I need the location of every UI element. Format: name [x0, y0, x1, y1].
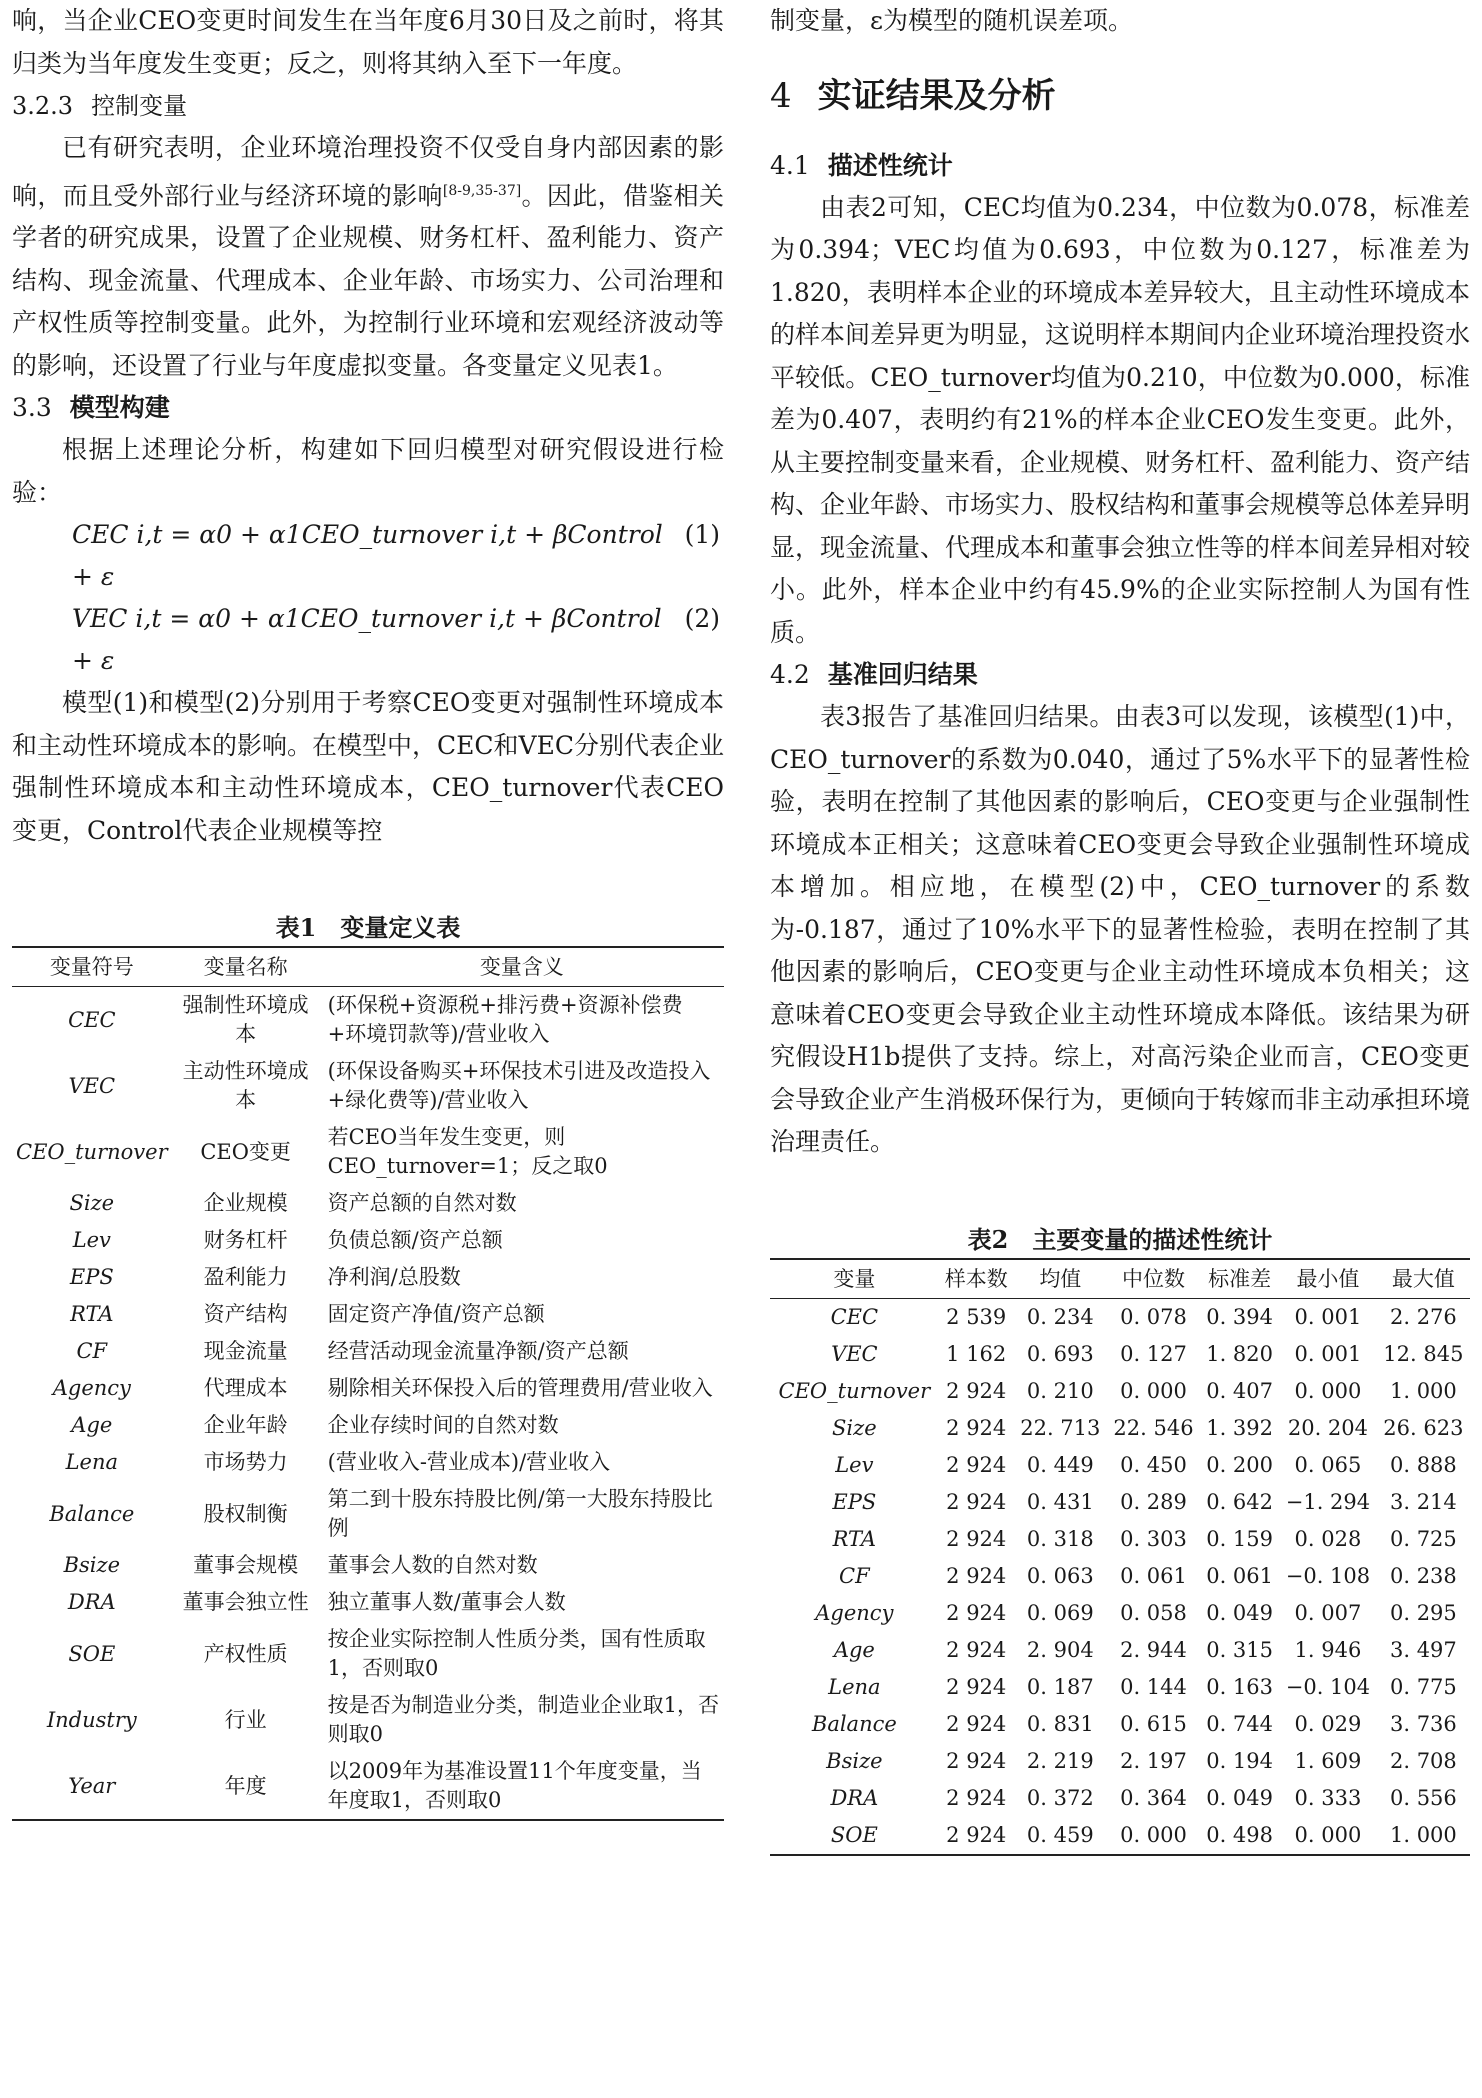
- table1-row: [12, 1185, 724, 1222]
- table1-row: [12, 1119, 724, 1185]
- table2-cell: −0. 104: [1285, 1674, 1371, 1699]
- table1-cell: 按是否为制造业分类，制造业企业取1，否则取0: [327, 1693, 719, 1747]
- table2-cell: 0. 078: [1120, 1304, 1187, 1329]
- table2-cell: Age: [833, 1637, 875, 1662]
- table2-cell: Bsize: [826, 1748, 883, 1773]
- table2-cell: 2. 708: [1389, 1748, 1457, 1773]
- table1-cell: 代理成本: [203, 1376, 288, 1401]
- table2-cell: 2. 219: [1026, 1748, 1094, 1773]
- table2-cell: 0. 144: [1120, 1674, 1187, 1699]
- table2-cell: 1. 000: [1377, 1817, 1470, 1855]
- table2-cell: 2. 944: [1120, 1637, 1187, 1662]
- section-title: 实证结果及分析: [817, 75, 1056, 116]
- table1-cell: VEC: [68, 1073, 116, 1098]
- table1-cell: 主动性环境成本: [182, 1059, 309, 1113]
- section-number: 4.2: [770, 660, 810, 689]
- table1-cell: DRA: [67, 1590, 116, 1615]
- table2-header: 最小值: [1279, 1259, 1377, 1299]
- equation-text: CEC i,t = α0 + α1CEO_turnover i,t + βControl + ε: [72, 520, 663, 592]
- table1-cell: RTA: [70, 1302, 114, 1327]
- table1-cell: 固定资产净值/资产总额: [327, 1302, 545, 1327]
- table2-cell: 2. 197: [1120, 1748, 1187, 1773]
- table1-cell: 资产总额的自然对数: [327, 1191, 517, 1216]
- table1-row: [12, 1370, 724, 1407]
- table1-cell: Industry: [46, 1707, 137, 1732]
- table2-cell: 1 162: [946, 1341, 1007, 1366]
- table1-row: [12, 987, 724, 1054]
- table2-row: [770, 1743, 1470, 1780]
- table1-cell: EPS: [69, 1265, 114, 1290]
- table1-cell: 强制性环境成本: [182, 993, 309, 1047]
- table2-row: [770, 1484, 1470, 1521]
- table2-cell: 1. 392: [1206, 1415, 1273, 1440]
- table2-cell: 0. 069: [1026, 1600, 1094, 1625]
- table2-row: [770, 1410, 1470, 1447]
- table1-cell: (营业收入-营业成本)/营业收入: [327, 1450, 611, 1475]
- paragraph-text-tail: 。因此，借鉴相关学者的研究成果，设置了企业规模、财务杠杆、盈利能力、资产结构、现金流量、代理成本、企业年龄、市场实力、公司治理和产权性质等控制变量。此外，为控制行业环境和宏观经济波动等的影响，还设置了行业与年度虚拟变量。各变量定义见表1。: [12, 180, 724, 380]
- table2-cell: 0. 642: [1206, 1489, 1273, 1514]
- table2-header: 中位数: [1107, 1259, 1200, 1299]
- table2-cell: 2 924: [946, 1452, 1007, 1477]
- table2-cell: 0. 000: [1279, 1817, 1377, 1855]
- table2-cell: Agency: [815, 1600, 894, 1625]
- table1-cell: Lena: [65, 1450, 119, 1475]
- paragraph-control-variables: [12, 127, 724, 387]
- table2-cell: 0. 725: [1389, 1526, 1457, 1551]
- table1-cell: 企业存续时间的自然对数: [327, 1413, 559, 1438]
- section-3-3-heading: [12, 387, 724, 429]
- table2-cell: CEC: [830, 1304, 879, 1329]
- table1-cell: 董事会人数的自然对数: [327, 1553, 538, 1578]
- table2-cell: 0. 061: [1206, 1563, 1273, 1588]
- table1-cell: SOE: [68, 1641, 116, 1666]
- table1-caption: 表1 变量定义表: [275, 913, 461, 943]
- table1-row: [12, 1753, 724, 1820]
- table2-cell: 2. 276: [1389, 1304, 1457, 1329]
- table2-cell: CF: [839, 1563, 870, 1588]
- table2-cell: 2 924: [946, 1785, 1007, 1810]
- table2-cell: 0. 372: [1026, 1785, 1094, 1810]
- table2-cell: −0. 108: [1285, 1563, 1371, 1588]
- table1-body: [12, 987, 724, 1821]
- table2-cell: 2 924: [946, 1674, 1007, 1699]
- table2-row: [770, 1669, 1470, 1706]
- table1-cell: 股权制衡: [203, 1501, 288, 1526]
- paragraph-text: 已有研究表明，企业环境治理投资不仅受自身内部因素的影响，而且受外部行业与经济环境的影响: [12, 133, 724, 210]
- table1-row: [12, 1481, 724, 1547]
- section-number: 3.3: [12, 393, 52, 423]
- table2-cell: 12. 845: [1383, 1341, 1464, 1366]
- equation-text: VEC i,t = α0 + α1CEO_turnover i,t + βControl + ε: [72, 604, 662, 676]
- table2-cell: 0. 364: [1120, 1785, 1187, 1810]
- table1-cell: 行业: [224, 1707, 267, 1732]
- table1-cell: Balance: [49, 1501, 135, 1526]
- table1-header-row: [12, 947, 724, 987]
- table2-cell: VEC: [831, 1341, 878, 1366]
- table2-cell: 0. 001: [1294, 1341, 1362, 1366]
- table2-row: [770, 1447, 1470, 1484]
- table2-cell: 0. 303: [1120, 1526, 1187, 1551]
- table2-cell: 2 924: [946, 1526, 1007, 1551]
- section-4-heading: [770, 71, 1470, 121]
- table2-cell: 3. 497: [1389, 1637, 1457, 1662]
- section-title: 模型构建: [69, 393, 170, 423]
- table1-cell: 负债总额/资产总额: [327, 1228, 503, 1253]
- section-title: 控制变量: [91, 92, 188, 120]
- table1-row: [12, 1444, 724, 1481]
- table1-cell: 经营活动现金流量净额/资产总额: [327, 1339, 629, 1364]
- table2-cell: 2 924: [946, 1748, 1007, 1773]
- paragraph-regression: 表3报告了基准回归结果。由表3可以发现，该模型(1)中，CEO_turnover的系数为0.040，通过了5%水平下的显著性检验，表明在控制了其他因素的影响后，CEO变更与企业强制性环境成本正相关；这意味着CEO变更会导致企业强制性环境成本增加。相应地，在模型(2)中，CEO_turnover的系数为-0.187，通过了10%水平下的显著性检验，表明在控制了其他因素的影响后，CEO变更与企业主动性环境成本负相关；这意味着CEO变更会导致企业主动性环境成本降低。该结果为研究假设H1b提供了支持。综上，对高污染企业而言，CEO变更会导致企业产生消极环保行为，更倾向于转嫁而非主动承担环境治理责任。: [770, 702, 1471, 1156]
- table2-header: 均值: [1014, 1259, 1107, 1299]
- table1-cell: 净利润/总股数: [327, 1265, 461, 1290]
- table2-cell: 3. 214: [1389, 1489, 1457, 1514]
- table2-header: 变量: [770, 1259, 939, 1299]
- table1-row: [12, 1259, 724, 1296]
- table2-cell: 0. 450: [1120, 1452, 1187, 1477]
- paragraph-model-intro: 根据上述理论分析，构建如下回归模型对研究假设进行检验：: [12, 435, 724, 507]
- table2-cell: 0. 000: [1294, 1378, 1362, 1403]
- section-4-1-heading: [770, 145, 1470, 187]
- table2-cell: 0. 210: [1026, 1378, 1094, 1403]
- table1-row: [12, 1053, 724, 1119]
- table2-row: [770, 1780, 1470, 1817]
- table1-cell: CEO_turnover: [16, 1139, 168, 1164]
- table2-cell: 0. 187: [1026, 1674, 1094, 1699]
- table1-cell: CEC: [68, 1007, 116, 1032]
- table2-cell: 3. 736: [1389, 1711, 1457, 1736]
- table2-cell: 0. 295: [1389, 1600, 1457, 1625]
- table1-row: [12, 1621, 724, 1687]
- table2-cell: DRA: [830, 1785, 879, 1810]
- table2-header-row: [770, 1259, 1470, 1299]
- table1-cell: 产权性质: [203, 1641, 288, 1666]
- table1-cell: 第二到十股东持股比例/第一大股东持股比例: [327, 1487, 713, 1541]
- table2-cell: 0. 498: [1200, 1817, 1279, 1855]
- table2-row: [770, 1336, 1470, 1373]
- table2-cell: 26. 623: [1383, 1415, 1464, 1440]
- equation-2: [12, 598, 724, 682]
- table1-row: [12, 1296, 724, 1333]
- table1-header: 变量名称: [172, 947, 320, 987]
- table1-cell: CEO变更: [200, 1139, 291, 1164]
- table2-cell: 0. 007: [1294, 1600, 1362, 1625]
- table2-row: [770, 1817, 1470, 1855]
- table1-cell: Year: [12, 1753, 172, 1820]
- section-title: 描述性统计: [827, 150, 953, 180]
- table1-cell: 资产结构: [203, 1302, 288, 1327]
- table2-cell: 2 924: [946, 1600, 1007, 1625]
- table1-row: [12, 1547, 724, 1584]
- table2-cell: 0. 318: [1026, 1526, 1094, 1551]
- table2-cell: 0. 163: [1206, 1674, 1273, 1699]
- table1-cell: Lev: [72, 1228, 111, 1253]
- table2-row: [770, 1558, 1470, 1595]
- table2-cell: 0. 333: [1294, 1785, 1362, 1810]
- table1-cell: Agency: [52, 1376, 131, 1401]
- table1-cell: 剔除相关环保投入后的管理费用/营业收入: [327, 1376, 713, 1401]
- table1-cell: Age: [71, 1413, 113, 1438]
- table1-cell: 企业年龄: [203, 1413, 288, 1438]
- table1-row: [12, 1407, 724, 1444]
- table2-row: [770, 1706, 1470, 1743]
- table2-cell: 0. 065: [1294, 1452, 1362, 1477]
- paragraph-descriptive: 由表2可知，CEC均值为0.234，中位数为0.078，标准差为0.394；VEC均值为0.693，中位数为0.127，标准差为1.820，表明样本企业的环境成本差异较大，且主动性环境成本的样本间差异更为明显，这说明样本期间内企业环境治理投资水平较低。CEO_turnover均值为0.210，中位数为0.000，标准差为0.407，表明约有21%的样本企业CEO发生变更。此外，从主要控制变量来看，企业规模、财务杠杆、盈利能力、资产结构、企业年龄、市场实力、股权结构和董事会规模等总体差异明显，现金流量、代理成本和董事会独立性等的样本间差异相对较小。此外，样本企业中约有45.9%的企业实际控制人为国有性质。: [770, 192, 1471, 647]
- table2-row: [770, 1632, 1470, 1669]
- section-4-2-heading: [770, 654, 1470, 696]
- table2-cell: 0. 001: [1294, 1304, 1362, 1329]
- table2-cell: 0. 615: [1120, 1711, 1187, 1736]
- table2-cell: 2 924: [946, 1489, 1007, 1514]
- table2-cell: Size: [832, 1415, 877, 1440]
- table2-cell: 0. 289: [1120, 1489, 1187, 1514]
- section-3-2-3-heading: [12, 85, 724, 127]
- table2-cell: 0. 449: [1026, 1452, 1094, 1477]
- table2-cell: RTA: [832, 1526, 877, 1551]
- table2-cell: 2 924: [939, 1817, 1014, 1855]
- table2-cell: SOE: [770, 1817, 939, 1855]
- table2-header: 标准差: [1200, 1259, 1279, 1299]
- table2-cell: 2 924: [946, 1563, 1007, 1588]
- table2-cell: 0. 000: [1120, 1378, 1187, 1403]
- left-column: [12, 0, 724, 1821]
- table1-cell: Bsize: [63, 1553, 121, 1578]
- table2-cell: 1. 609: [1294, 1748, 1362, 1773]
- table2-cell: 0. 407: [1206, 1378, 1273, 1403]
- table1-row: [12, 1584, 724, 1621]
- table1-row: [12, 1687, 724, 1753]
- paragraph-continuation: 制变量，ε为模型的随机误差项。: [770, 6, 1133, 35]
- table2-cell: 2 924: [946, 1378, 1007, 1403]
- table2-cell: 2 924: [946, 1415, 1007, 1440]
- table1-cell: 盈利能力: [203, 1265, 288, 1290]
- section-number: 3.2.3: [12, 92, 74, 120]
- table1-cell: CF: [76, 1339, 108, 1364]
- equation-1: [12, 514, 724, 598]
- table1-cell: Size: [69, 1191, 115, 1216]
- table1-cell: (环保设备购买+环保技术引进及改造投入+绿化费等)/营业收入: [327, 1059, 711, 1113]
- table1-cell: 董事会独立性: [182, 1590, 309, 1615]
- table2-cell: EPS: [832, 1489, 877, 1514]
- table2-cell: 0. 315: [1206, 1637, 1273, 1662]
- table2-cell: 2 924: [946, 1637, 1007, 1662]
- table2-header: 最大值: [1377, 1259, 1470, 1299]
- table2-cell: 0. 234: [1026, 1304, 1094, 1329]
- table1-cell: 现金流量: [203, 1339, 288, 1364]
- table2-cell: 0. 238: [1389, 1563, 1457, 1588]
- section-number: 4.1: [770, 150, 810, 180]
- table1-cell: 独立董事人数/董事会人数: [327, 1590, 566, 1615]
- table2-cell: 0. 775: [1389, 1674, 1457, 1699]
- paragraph-model-desc: 模型(1)和模型(2)分别用于考察CEO变更对强制性环境成本和主动性环境成本的影响。在模型中，CEC和VEC分别代表企业强制性环境成本和主动性环境成本，CEO_turnover代表CEO变更，Control代表企业规模等控: [12, 688, 724, 845]
- table1-cell: 按企业实际控制人性质分类，国有性质取1，否则取0: [327, 1627, 706, 1681]
- paragraph-continuation: 响，当企业CEO变更时间发生在当年度6月30日及之前时，将其归类为当年度发生变更；反之，则将其纳入至下一年度。: [12, 6, 724, 78]
- table2-cell: 0. 394: [1206, 1304, 1273, 1329]
- table2-caption: 表2 主要变量的描述性统计: [967, 1224, 1273, 1254]
- table2-cell: 0. 029: [1294, 1711, 1362, 1736]
- table2-cell: 0. 049: [1206, 1785, 1273, 1810]
- table2-cell: 0. 431: [1026, 1489, 1094, 1514]
- table2-cell: 22. 713: [1020, 1415, 1101, 1440]
- table1-cell: 董事会规模: [193, 1553, 299, 1578]
- table1-row: [12, 1222, 724, 1259]
- table2-cell: −1. 294: [1285, 1489, 1371, 1514]
- table2-cell: 0. 556: [1389, 1785, 1457, 1810]
- table2-cell: 0. 888: [1389, 1452, 1457, 1477]
- table2-cell: 22. 546: [1113, 1415, 1194, 1440]
- table1-cell: 以2009年为基准设置11个年度变量，当年度取1，否则取0: [320, 1753, 724, 1820]
- table1-cell: (环保税+资源税+排污费+资源补偿费+环境罚款等)/营业收入: [327, 993, 683, 1047]
- table2-cell: 0. 194: [1206, 1748, 1273, 1773]
- table2-cell: 0. 028: [1294, 1526, 1362, 1551]
- table2-row: [770, 1373, 1470, 1410]
- table2-cell: CEO_turnover: [778, 1378, 931, 1403]
- table2-cell: 0. 063: [1026, 1563, 1094, 1588]
- table2-cell: 0. 061: [1120, 1563, 1187, 1588]
- equation-number: (2): [684, 604, 720, 634]
- table2-cell: Lena: [828, 1674, 881, 1699]
- table1-cell: 年度: [172, 1753, 320, 1820]
- table1-header: 变量符号: [12, 947, 172, 987]
- table2-cell: 0. 831: [1026, 1711, 1094, 1736]
- table1-cell: 市场势力: [203, 1450, 288, 1475]
- table1-row: [12, 1333, 724, 1370]
- table1: [12, 946, 724, 1821]
- equation-number: (1): [684, 520, 720, 550]
- table2-cell: 2 924: [946, 1711, 1007, 1736]
- table2-row: [770, 1595, 1470, 1632]
- right-column: [770, 0, 1470, 1856]
- table2-cell: 0. 000: [1107, 1817, 1200, 1855]
- table2-cell: 0. 127: [1120, 1341, 1187, 1366]
- table2-cell: 1. 820: [1206, 1341, 1273, 1366]
- section-number: 4: [770, 75, 792, 116]
- citation-ref: [8-9,35-37]: [442, 182, 522, 199]
- table2-cell: 0. 200: [1206, 1452, 1273, 1477]
- table2-row: [770, 1521, 1470, 1558]
- table2-body: [770, 1298, 1470, 1855]
- table2-cell: 1. 946: [1294, 1637, 1362, 1662]
- table2-cell: 0. 459: [1014, 1817, 1107, 1855]
- section-title: 基准回归结果: [827, 660, 978, 689]
- table2-cell: 0. 058: [1120, 1600, 1187, 1625]
- table1-header: 变量含义: [320, 947, 724, 987]
- table2-row: [770, 1298, 1470, 1336]
- table1-cell: 财务杠杆: [203, 1228, 288, 1253]
- table2-cell: 0. 744: [1206, 1711, 1273, 1736]
- table2-cell: 20. 204: [1287, 1415, 1369, 1440]
- table1-cell: 企业规模: [203, 1191, 288, 1216]
- table1-cell: 若CEO当年发生变更，则CEO_turnover=1；反之取0: [327, 1125, 608, 1179]
- table2-cell: 0. 159: [1206, 1526, 1273, 1551]
- table2-cell: 0. 693: [1026, 1341, 1094, 1366]
- table2-cell: 0. 049: [1206, 1600, 1273, 1625]
- table2-cell: 2 539: [946, 1304, 1007, 1329]
- table2-cell: 2. 904: [1026, 1637, 1094, 1662]
- table2-cell: Lev: [835, 1452, 874, 1477]
- table2-header: 样本数: [939, 1259, 1014, 1299]
- table2: [770, 1258, 1470, 1856]
- table2-cell: 1. 000: [1389, 1378, 1457, 1403]
- table2-cell: Balance: [811, 1711, 897, 1736]
